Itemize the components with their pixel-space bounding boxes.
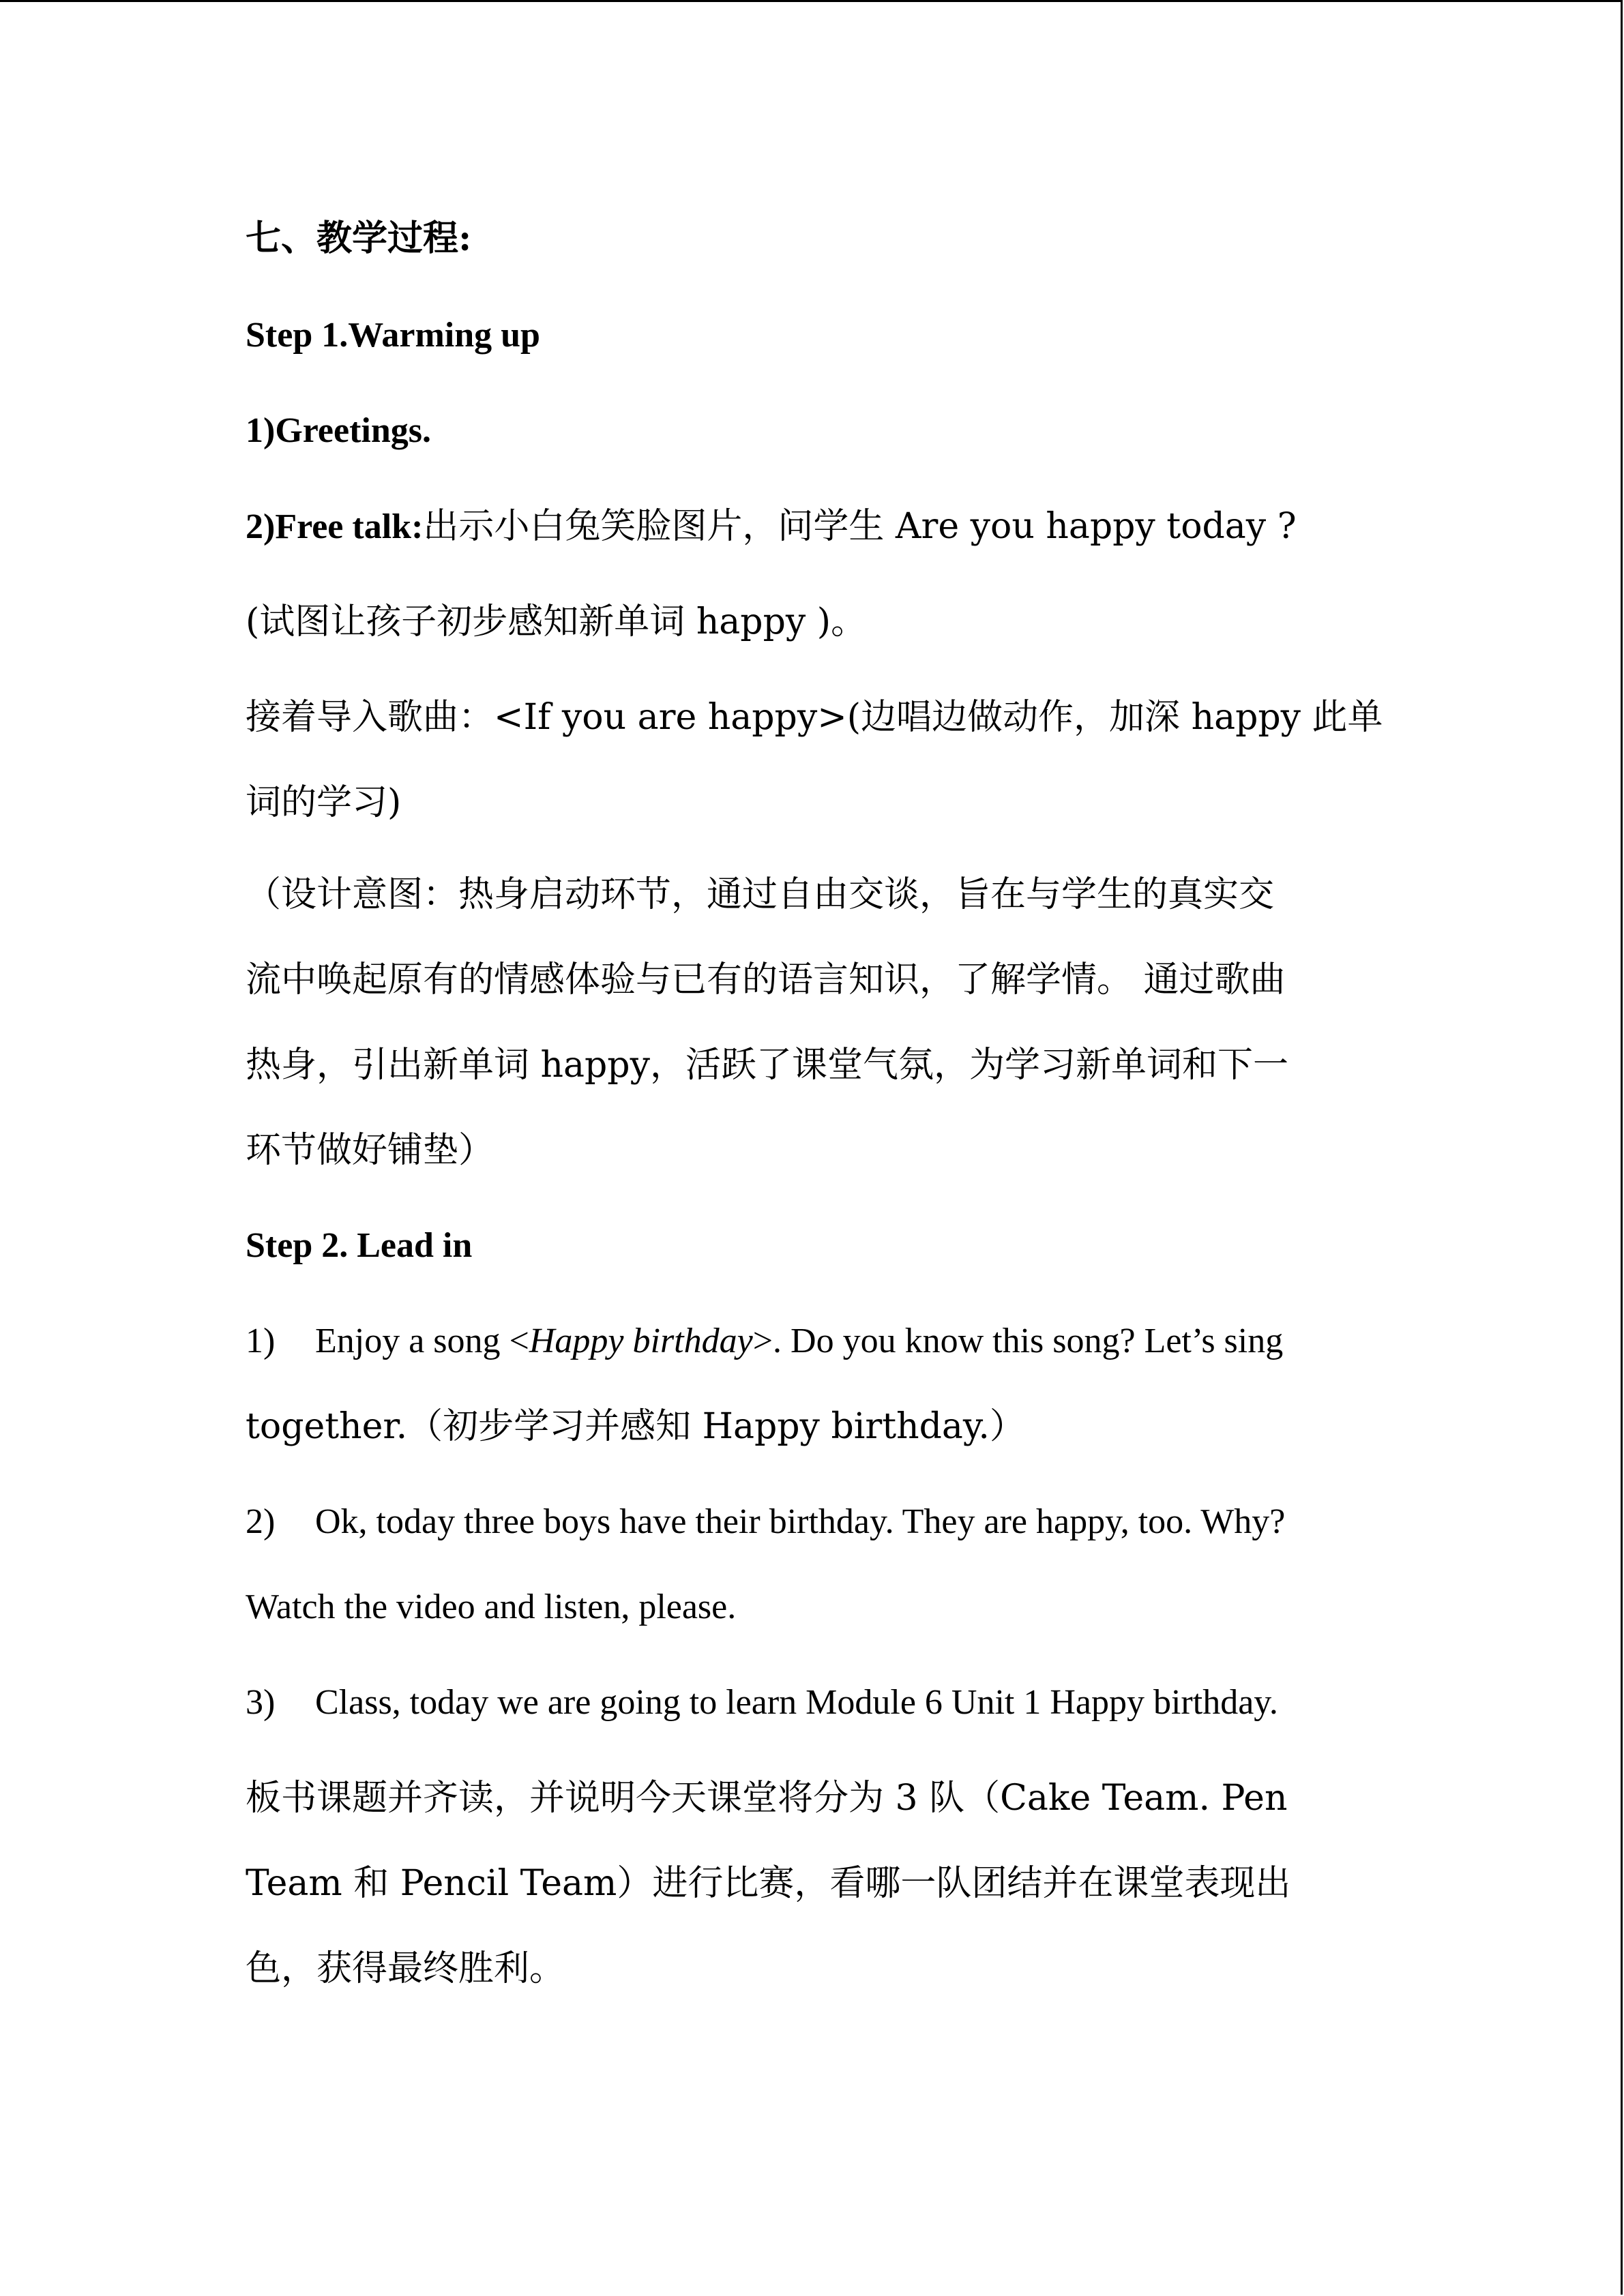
- step1-design-line3: 热身，引出新单词 happy，活跃了课堂气氛，为学习新单词和下一: [246, 1045, 1288, 1086]
- step2-item2-text: Ok, today three boys have their birthday. They are happy, too. Why?: [315, 1502, 1286, 1541]
- step2-item2: [246, 1500, 1285, 1544]
- step2-item1-number: 1): [246, 1322, 276, 1360]
- step2-item2-number: 2): [246, 1502, 276, 1541]
- step1-song-line1: 接着导入歌曲：<If you are happy>(边唱边做动作，加深 happy 此单: [246, 697, 1383, 738]
- step2-item3: [246, 1681, 1278, 1725]
- step2-board-line3: 色，获得最终胜利。: [246, 1948, 565, 1989]
- step1-song-line2: 词的学习): [246, 782, 402, 823]
- section-heading: 七、教学过程:: [246, 218, 472, 259]
- step2-title: Step 2. Lead in: [246, 1226, 473, 1265]
- free-talk-label: 2)Free talk:: [246, 507, 424, 546]
- step1-free-talk: [246, 505, 1297, 549]
- step1-try-line: (试图让孩子初步感知新单词 happy )。: [246, 601, 867, 642]
- step2-item1-pre: Enjoy a song <: [315, 1322, 529, 1360]
- step1-title: Step 1.Warming up: [246, 316, 540, 355]
- step1-design-line4: 环节做好铺垫）: [246, 1130, 494, 1171]
- step2-item1: [246, 1320, 1283, 1363]
- step2-item3-number: 3): [246, 1683, 276, 1722]
- free-talk-text: 出示小白兔笑脸图片，问学生 Are you happy today ?: [423, 506, 1297, 547]
- step2-item1-song: Happy birthday: [529, 1322, 753, 1360]
- step1-greetings: 1)Greetings.: [246, 411, 431, 450]
- step2-item3-text: Class, today we are going to learn Module 6 Unit 1 Happy birthday.: [315, 1683, 1278, 1722]
- step2-item1-cont: together.（初步学习并感知 Happy birthday.）: [246, 1406, 1025, 1447]
- step2-board-line1: 板书课题并齐读，并说明今天课堂将分为 3 队（Cake Team. Pen: [246, 1778, 1288, 1819]
- step2-item2-cont: Watch the video and listen, please.: [246, 1587, 737, 1626]
- step2-board-line2: Team 和 Pencil Team）进行比赛，看哪一队团结并在课堂表现出: [246, 1863, 1291, 1904]
- step1-design-line1: （设计意图：热身启动环节，通过自由交谈，旨在与学生的真实交: [246, 874, 1275, 915]
- step2-item1-post: >. Do you know this song? Let’s sing: [752, 1322, 1284, 1360]
- step1-design-line2: 流中唤起原有的情感体验与已有的语言知识，了解学情。 通过歌曲: [246, 959, 1286, 1000]
